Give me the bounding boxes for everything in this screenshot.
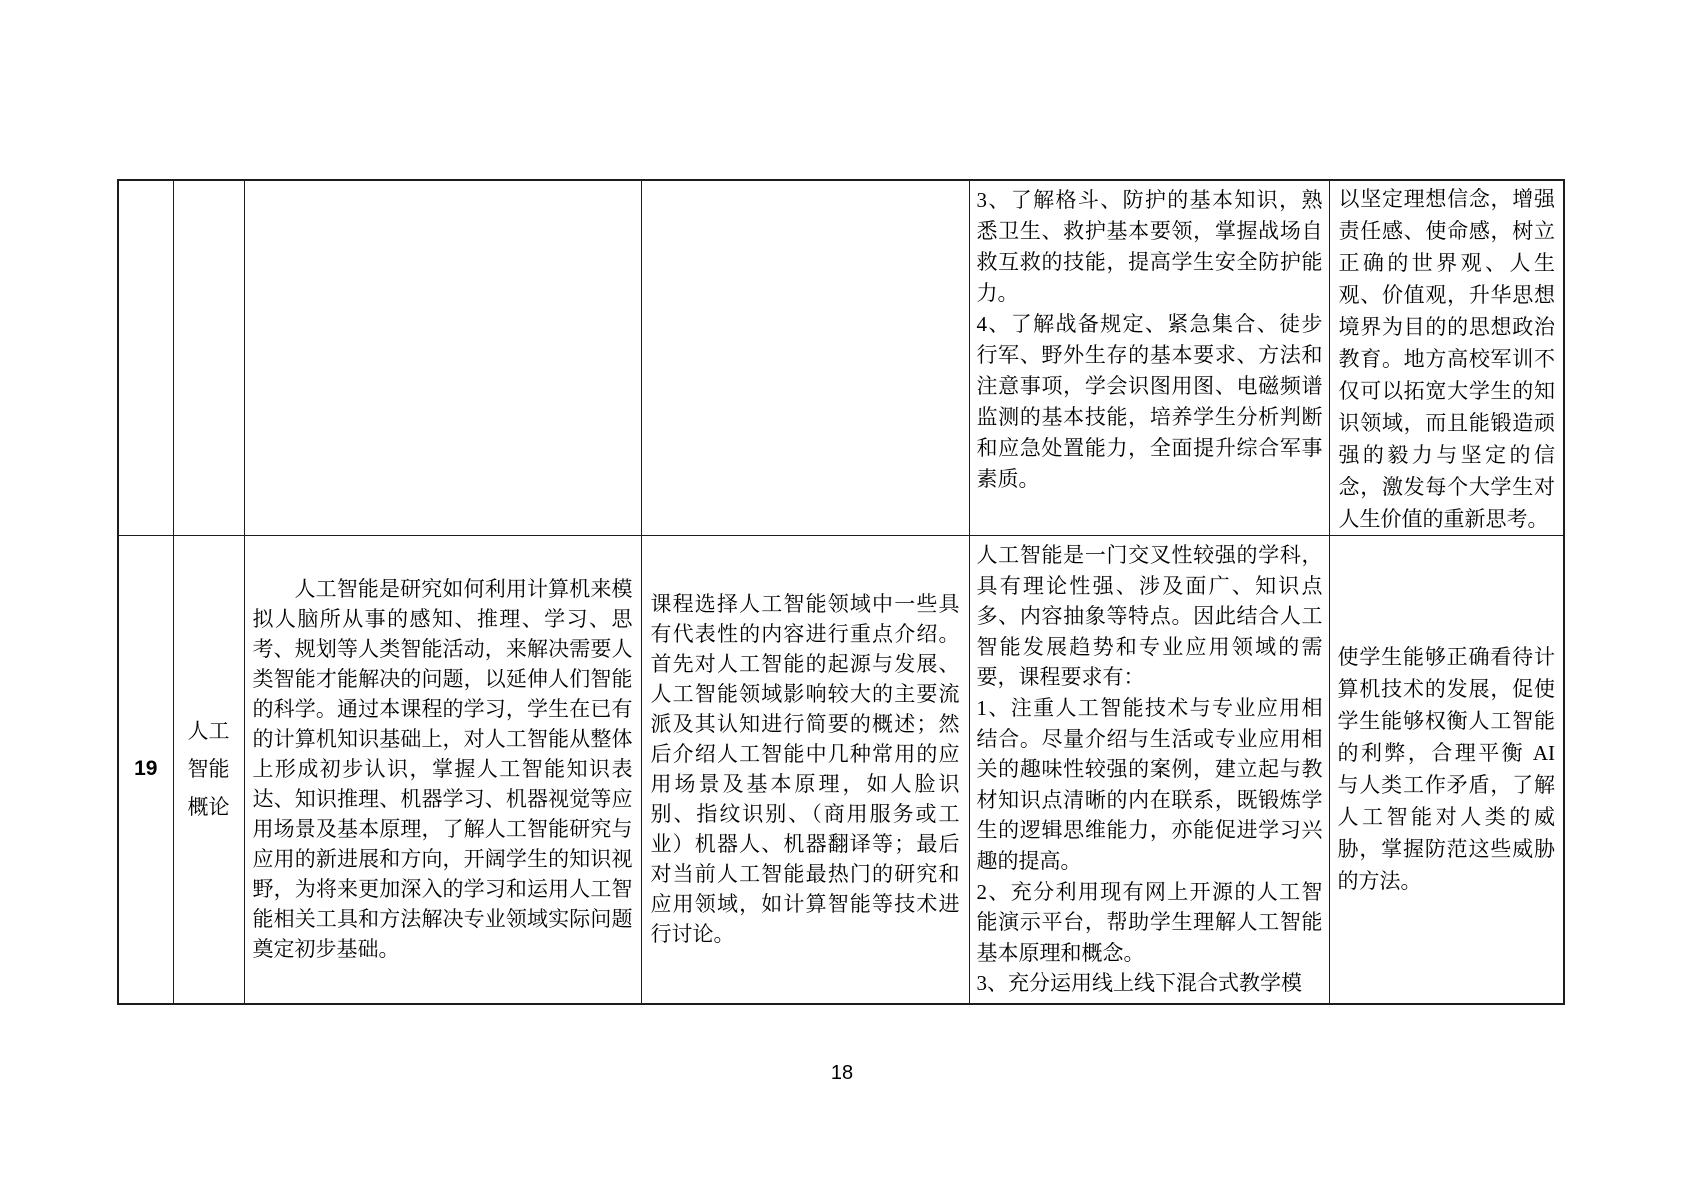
cell-course-goal bbox=[1329, 536, 1564, 1004]
course-name-line: 智能 bbox=[187, 757, 230, 782]
course-name-line: 概论 bbox=[187, 795, 230, 820]
requirement-paragraph: 人工智能是一门交叉性较强的学科，具有理论性强、涉及面广、知识点多、内容抽象等特点。因此结合人工智能发展趋势和专业应用领域的需要，课程要求有： bbox=[976, 543, 1323, 690]
table-row-continuation bbox=[118, 180, 1564, 536]
table-row-course-19 bbox=[118, 536, 1564, 1004]
content-paragraph: 课程选择人工智能领域中一些具有代表性的内容进行重点介绍。首先对人工智能的起源与发展、人工智能领域影响较大的主要流派及其认知进行简要的概述；然后介绍人工智能中几种常用的应用场景及基本原理，如人脸识别、指纹识别、（商用服务或工业）机器人、机器翻译等；最后对当前人工智能最热门的研究和应用领域，如计算智能等技术进行讨论。 bbox=[650, 592, 960, 947]
requirement-paragraph: 4、了解战备规定、紧急集合、徒步行军、野外生存的基本要求、方法和注意事项，学会识图用图、电磁频谱监测的基本技能，培养学生分析判断和应急处置能力，全面提升综合军事素质。 bbox=[976, 312, 1323, 491]
empty-intro-cell bbox=[244, 180, 641, 536]
empty-number-cell bbox=[118, 180, 173, 536]
cell-training-goal bbox=[1329, 180, 1564, 536]
cell-teaching-content bbox=[641, 536, 969, 1004]
cell-training-requirements bbox=[969, 180, 1329, 536]
goal-text-block bbox=[1330, 641, 1564, 897]
goal-text-block bbox=[1330, 181, 1564, 535]
requirement-paragraph: 1、注重人工智能技术与专业应用相结合。尽量介绍与生活或专业应用相关的趣味性较强的案例，建立起与教材知识点清晰的内在联系，既锻炼学生的逻辑思维能力，亦能促进学习兴趣的提高。 bbox=[976, 695, 1323, 873]
cell-course-intro bbox=[244, 536, 641, 1004]
empty-content-cell bbox=[641, 180, 969, 536]
course-table bbox=[117, 179, 1565, 1005]
requirements-text-block bbox=[970, 181, 1329, 495]
content-text-block bbox=[642, 589, 969, 949]
cell-course-requirements bbox=[969, 536, 1329, 1004]
requirement-paragraph: 3、充分运用线上线下混合式教学模 bbox=[976, 971, 1302, 996]
cell-course-number bbox=[118, 536, 173, 1004]
goal-paragraph: 以坚定理想信念，增强责任感、使命感，树立正确的世界观、人生观、价值观，升华思想境界为目的的思想政治教育。地方高校军训不仅可以拓宽大学生的知识领域，而且能锻造顽强的毅力与坚定的信念，激发每个大学生对人生价值的重新思考。 bbox=[1338, 187, 1555, 531]
requirements-text-block bbox=[970, 536, 1329, 1002]
empty-course-name-cell bbox=[173, 180, 244, 536]
course-number: 19 bbox=[134, 757, 158, 781]
course-name-line: 人工 bbox=[187, 719, 230, 744]
intro-text-block bbox=[245, 574, 641, 964]
requirement-paragraph: 2、充分利用现有网上开源的人工智能演示平台，帮助学生理解人工智能基本原理和概念。 bbox=[976, 879, 1323, 965]
page-number: 18 bbox=[830, 1062, 854, 1084]
intro-paragraph: 人工智能是研究如何利用计算机来模拟人脑所从事的感知、推理、学习、思考、规划等人类智能活动，来解决需要人类智能才能解决的问题，以延伸人们智能的科学。通过本课程的学习，学生在已有的计算机知识基础上，对人工智能从整体上形成初步认识，掌握人工智能知识表达、知识推理、机器学习、机器视觉等应用场景及基本原理，了解人工智能研究与应用的新进展和方向，开阔学生的知识视野，为将来更加深入的学习和运用人工智能相关工具和方法解决专业领域实际问题奠定初步基础。 bbox=[252, 577, 633, 962]
cell-course-name bbox=[173, 536, 244, 1004]
goal-paragraph: 使学生能够正确看待计算机技术的发展，促使学生能够权衡人工智能的利弊，合理平衡 AI 与人类工作矛盾，了解人工智能对人类的威胁，掌握防范这些威胁的方法。 bbox=[1337, 645, 1555, 894]
requirement-paragraph: 3、了解格斗、防护的基本知识，熟悉卫生、救护基本要领，掌握战场自救互救的技能，提高学生安全防护能力。 bbox=[976, 188, 1323, 305]
